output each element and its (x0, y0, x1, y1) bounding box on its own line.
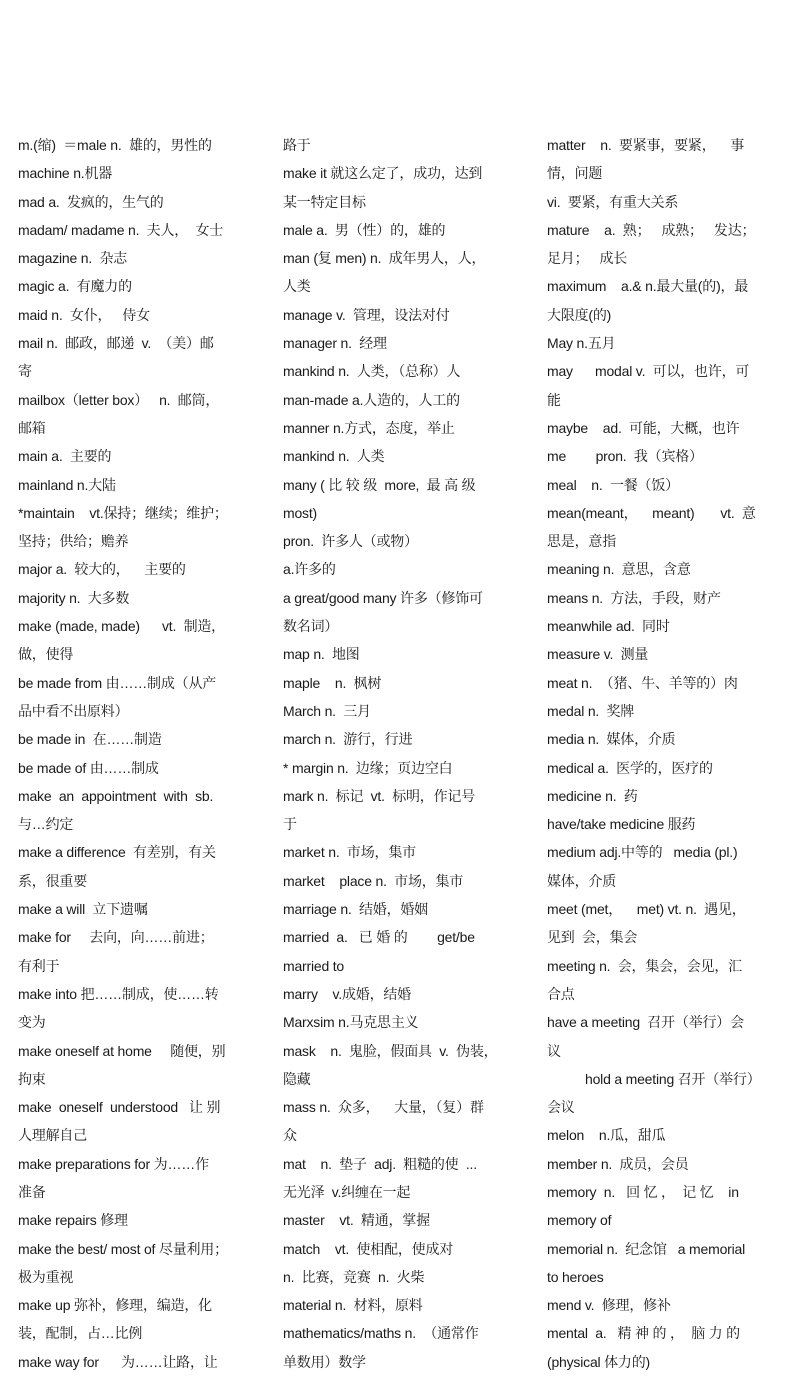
vocab-line: 单数用）数学 (283, 1353, 366, 1370)
vocab-line: master vt. 精通，掌握 (283, 1212, 430, 1229)
vocab-line: marriage n. 结婚，婚姻 (283, 901, 428, 918)
vocab-line: mailbox（letter box） n. 邮筒， (18, 391, 220, 408)
vocab-line: be made from 由……制成（从产 (18, 674, 217, 691)
vocab-line: make a difference 有差别，有关 (18, 844, 216, 861)
vocab-line: Marxsim n.马克思主义 (283, 1014, 419, 1031)
vocab-line: a great/good many 许多（修饰可 (283, 589, 483, 606)
vocab-line: mat n. 垫子 adj. 粗糙的使 ... (283, 1155, 477, 1172)
vocab-line: matter n. 要紧事，要紧， 事 (547, 137, 745, 153)
vocab-line: male a. 男（性）的，雄的 (283, 221, 446, 238)
vocab-line: march n. 游行，行进 (283, 731, 413, 748)
vocab-line: map n. 地图 (283, 646, 360, 663)
vocab-line: magazine n. 杂志 (18, 250, 128, 267)
vocab-line: meeting n. 会，集会，会见，汇 (547, 957, 742, 974)
vocab-line: make preparations for 为……作 (18, 1155, 209, 1172)
vocab-line: make for 去向，向……前进； (18, 929, 214, 946)
vocab-line: mature a. 熟； 成熟； 发达； (547, 221, 756, 238)
vocab-line: maple n. 枫树 (283, 674, 382, 691)
vocab-line: 合点 (547, 985, 575, 1002)
vocab-line: 寄 (18, 363, 32, 380)
vocab-line: 足月； 成长 (547, 250, 628, 267)
vocab-line: married to (283, 957, 345, 974)
vocab-line: *maintain vt.保持；继续；维护； (18, 504, 228, 521)
vocab-line: mass n. 众多， 大量，（复）群 (283, 1099, 484, 1116)
vocab-line: May n.五月 (547, 335, 616, 352)
vocab-line: mask n. 鬼脸，假面具 v. 伪装， (283, 1042, 498, 1059)
vocab-line: mankind n. 人类 (283, 448, 385, 465)
vocab-line: 做，使得 (18, 646, 74, 663)
vocab-line: 某一特定目标 (283, 193, 366, 210)
vocab-line: 路于 (283, 137, 311, 153)
vocab-line: make the best/ most of 尽量利用； (18, 1240, 228, 1257)
vocab-line: a.许多的 (283, 561, 336, 578)
vocab-line: medal n. 奖牌 (547, 702, 635, 719)
vocab-line: marry v.成婚，结婚 (283, 985, 411, 1002)
vocab-line: man (复 men) n. 成年男人，人， (283, 250, 486, 267)
vocab-line: 变为 (18, 1014, 46, 1031)
vocab-line: make it 就这么定了，成功，达到 (283, 165, 483, 182)
vocab-line: memory of (547, 1212, 612, 1229)
vocab-line: 与…约定 (18, 816, 74, 833)
vocab-line: mathematics/maths n. （通常作 (283, 1325, 479, 1342)
vocab-line: March n. 三月 (283, 702, 371, 719)
vocab-line: meal n. 一餐（饭） (547, 476, 679, 493)
vocab-line: make oneself at home 随便，别 (18, 1042, 226, 1059)
vocab-line: manage v. 管理，设法对付 (283, 306, 450, 323)
vocab-line: medicine n. 药 (547, 787, 638, 804)
vocab-line: 品中看不出原料） (18, 702, 129, 719)
vocab-line: be made of 由……制成 (18, 759, 159, 776)
vocab-line: meet (met， met) vt. n. 遇见， (547, 901, 746, 918)
vocab-line: pron. 许多人（或物） (283, 533, 418, 550)
vocab-line: make oneself understood 让 别 (18, 1099, 221, 1116)
vocab-line: maximum a.& n.最大量(的)，最 (547, 278, 749, 295)
vocab-line: majority n. 大多数 (18, 589, 130, 606)
vocab-line: m.(缩) ＝male n. 雄的，男性的 (18, 137, 212, 153)
vocab-line: 隐藏 (283, 1070, 311, 1087)
vocab-line: means n. 方法，手段，财产 (547, 589, 721, 606)
vocab-line: 数名词） (283, 618, 339, 635)
vocab-line: machine n.机器 (18, 165, 113, 182)
vocab-line: may modal v. 可以，也许，可 (547, 363, 750, 380)
vocab-line: make a will 立下遗嘱 (18, 901, 148, 918)
vocab-line: maybe ad. 可能，大概，也许 (547, 419, 740, 436)
column-middle (283, 131, 511, 1376)
vocab-line: material n. 材料，原料 (283, 1297, 423, 1314)
vocab-line: 邮箱 (18, 419, 46, 436)
vocab-line: manner n.方式，态度，举止 (283, 419, 455, 436)
vocab-line: 极为重视 (18, 1268, 74, 1285)
vocab-line: meanwhile ad. 同时 (547, 618, 670, 635)
vocab-line: maid n. 女仆， 侍女 (18, 306, 150, 323)
vocab-line: n. 比赛，竞赛 n. 火柴 (283, 1268, 425, 1285)
vocab-line: (physical 体力的) (547, 1353, 650, 1370)
vocab-line: memory n. 回 忆 ， 记 忆 in (547, 1183, 739, 1200)
vocab-line: market n. 市场，集市 (283, 844, 416, 861)
vocab-line: make up 弥补，修理，编造，化 (18, 1297, 212, 1314)
vocab-line: make into 把……制成，使……转 (18, 985, 219, 1002)
vocab-line: member n. 成员，会员 (547, 1155, 689, 1172)
vocab-line: major a. 较大的， 主要的 (18, 561, 186, 578)
vocab-line: me pron. 我（宾格） (547, 448, 703, 465)
vocab-line: 装，配制，占…比例 (18, 1325, 143, 1342)
vocab-line: have a meeting 召开（举行）会 (547, 1014, 744, 1031)
vocab-line: mental a. 精 神 的 ， 脑 力 的 (547, 1325, 740, 1342)
vocab-line: 众 (283, 1127, 297, 1144)
vocab-line: manager n. 经理 (283, 335, 387, 352)
vocab-line: mainland n.大陆 (18, 476, 116, 493)
vocab-line: make an appointment with sb. (18, 787, 214, 804)
vocab-line: married a. 已 婚 的 get/be (283, 929, 475, 946)
vocab-line: meat n. （猪、牛、羊等的）肉 (547, 674, 738, 691)
vocab-line: 人类 (283, 278, 311, 295)
vocab-line: magic a. 有魔力的 (18, 278, 132, 295)
vocab-line: mean(meant， meant) vt. 意 (547, 504, 756, 521)
vocab-line: make (made, made) vt. 制造， (18, 618, 225, 635)
vocab-line: 准备 (18, 1183, 46, 1200)
vocab-line: measure v. 测量 (547, 646, 649, 663)
vocab-line: madam/ madame n. 夫人， 女士 (18, 221, 224, 238)
vocab-line: 大限度(的) (547, 306, 612, 323)
vocab-line: many ( 比 较 级 more, 最 高 级 (283, 476, 476, 493)
vocab-line: 无光泽 v.纠缠在一起 (283, 1183, 411, 1200)
vocab-line: 会议 (547, 1099, 575, 1116)
vocab-line: vi. 要紧，有重大关系 (547, 193, 679, 210)
vocab-line: melon n.瓜，甜瓜 (547, 1127, 666, 1144)
vocab-line: 拘束 (18, 1070, 46, 1087)
vocab-line: man-made a.人造的，人工的 (283, 391, 460, 408)
vocab-line: main a. 主要的 (18, 448, 112, 465)
vocab-line: hold a meeting 召开（举行） (585, 1070, 761, 1087)
vocab-line: 情，问题 (547, 165, 603, 182)
vocab-line: medical a. 医学的，医疗的 (547, 759, 713, 776)
vocab-line: 系，很重要 (18, 872, 87, 889)
vocab-line: mankind n. 人类，（总称）人 (283, 363, 461, 380)
vocab-line: meaning n. 意思，含意 (547, 561, 691, 578)
vocab-line: * margin n. 边缘；页边空白 (283, 759, 453, 776)
vocab-line: 坚持；供给；赡养 (18, 533, 129, 550)
vocab-line: mail n. 邮政，邮递 v. （美）邮 (18, 335, 214, 352)
vocab-line: 见到 会，集会 (547, 929, 638, 946)
vocab-line: to heroes (547, 1268, 604, 1285)
vocab-line: be made in 在……制造 (18, 731, 162, 748)
vocab-line: 于 (283, 816, 297, 833)
vocab-line: 思是，意指 (547, 533, 616, 550)
vocab-line: match vt. 使相配，使成对 (283, 1240, 454, 1257)
vocab-line: 有利于 (18, 957, 60, 974)
vocab-line: make way for 为……让路，让 (18, 1353, 218, 1370)
vocab-line: medium adj.中等的 media (pl.) (547, 844, 738, 861)
vocab-line: media n. 媒体，介质 (547, 731, 676, 748)
vocab-line: mend v. 修理，修补 (547, 1297, 671, 1314)
column-left (18, 131, 248, 1376)
column-right (547, 131, 775, 1376)
vocab-line: memorial n. 纪念馆 a memorial (547, 1240, 746, 1257)
vocab-line: market place n. 市场，集市 (283, 872, 464, 889)
vocab-line: 媒体，介质 (547, 872, 616, 889)
vocab-line: 议 (547, 1042, 561, 1059)
vocab-line: 能 (547, 391, 561, 408)
vocab-line: have/take medicine 服药 (547, 816, 696, 833)
vocab-line: mad a. 发疯的，生气的 (18, 193, 164, 210)
vocab-line: 人理解自己 (18, 1127, 87, 1144)
vocab-line: most) (283, 504, 318, 521)
vocab-line: mark n. 标记 vt. 标明，作记号 (283, 787, 475, 804)
vocab-line: make repairs 修理 (18, 1212, 128, 1229)
